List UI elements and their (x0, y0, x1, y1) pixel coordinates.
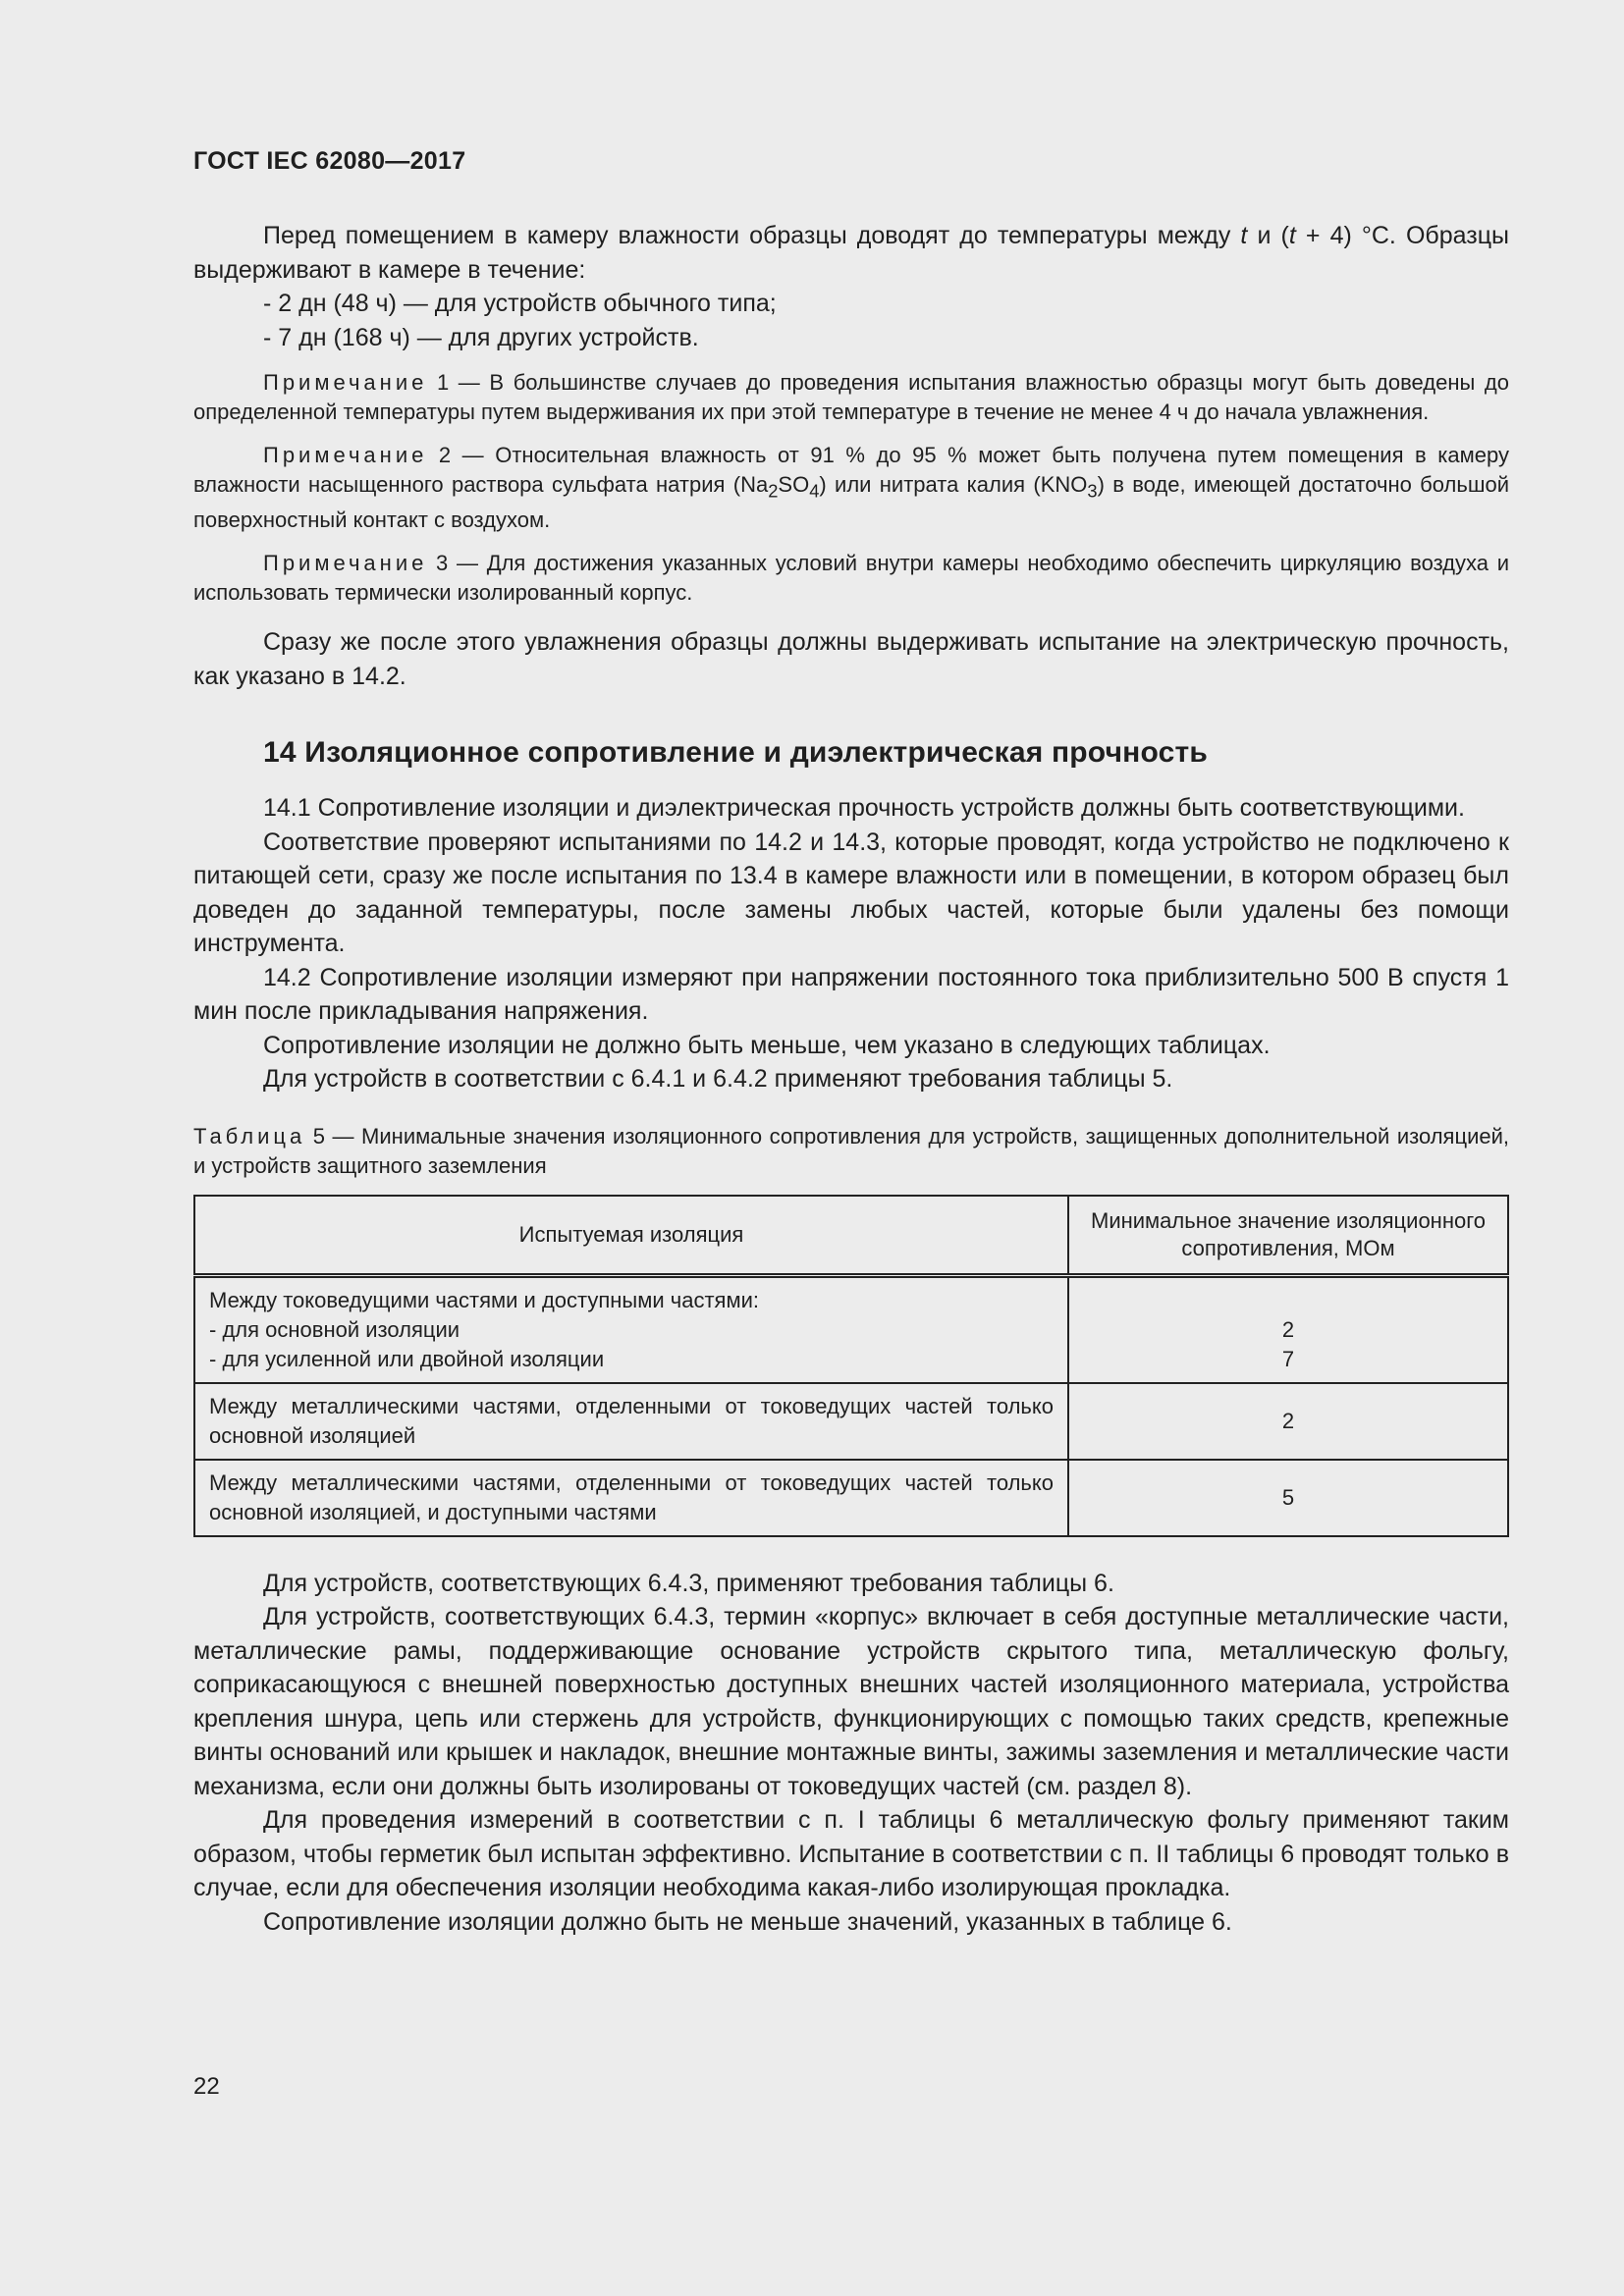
table-cell: 5 (1068, 1460, 1508, 1536)
table-row (194, 1383, 1508, 1460)
paragraph-after-humidity: Сразу же после этого увлажнения образцы должны выдерживать испытание на электрическую прочность, как указано в 14.2. (193, 628, 1509, 690)
paragraph-compliance: Соответствие проверяют испытаниями по 14.2 и 14.3, которые проводят, когда устройство не подключено к питающей сети, сразу же после испытания по 13.4 в камере влажности или в помещении, в котором образец был доведен до заданной температуры, после замены любых частей, которые были удалены без помощи инструмента. (193, 828, 1509, 958)
table-cell: 2 7 (1068, 1275, 1508, 1383)
table-cell: 2 (1068, 1383, 1508, 1460)
table-caption: Таблица 5 — Минимальные значения изоляционного сопротивления для устройств, защищенных дополнительной изоляцией, и устройств защитного заземления (193, 1123, 1509, 1178)
paragraph-14-2: 14.2 Сопротивление изоляции измеряют при напряжении постоянного тока приблизительно 500 В спустя 1 мин после прикладывания напряжения. (193, 963, 1509, 1026)
paragraph-min-resistance: Сопротивление изоляции не должно быть меньше, чем указано в следующих таблицах. (263, 1031, 1271, 1059)
paragraph-humidity-intro: Перед помещением в камеру влажности образцы доводят до температуры между t и (t + 4) °С. Образцы выдерживают в камере в течение: (193, 222, 1510, 284)
list-item: - 7 дн (168 ч) — для других устройств. (263, 323, 699, 351)
paragraph-resistance-table6: Сопротивление изоляции должно быть не меньше значений, указанных в таблице 6. (263, 1907, 1232, 1936)
note-2: Примечание 2 — Относительная влажность от 91 % до 95 % может быть получена путем помещения в камеру влажности насыщенного раствора сульфата натрия $(Na_2SO_4)$ или нитрата калия $(KNO_3)$ в воде, имеющей достаточно большой поверхностный контакт с воздухом. (193, 443, 1509, 533)
list-item: - 2 дн (48 ч) — для устройств обычного типа; (263, 290, 777, 317)
paragraph-measurements: Для проведения измерений в соответствии с п. I таблицы 6 металлическую фольгу применяют таким образом, чтобы герметик был испытан эффективно. Испытание в соответствии с п. II таблицы 6 проводят только в случае, если для обеспечения изоляции необходима какая-либо изолирующая прокладка. (193, 1806, 1509, 1902)
table-header-cell: Испытуемая изоляция (194, 1196, 1068, 1276)
paragraph-table6-ref: Для устройств, соответствующих 6.4.3, применяют требования таблицы 6. (263, 1569, 1114, 1597)
table-header-cell: Минимальное значение изоляционного сопротивления, МОм (1068, 1196, 1508, 1276)
page-number: 22 (193, 2073, 220, 2100)
paragraph-table5-ref: Для устройств в соответствии с 6.4.1 и 6.4.2 применяют требования таблицы 5. (263, 1065, 1173, 1094)
paragraph-enclosure-term: Для устройств, соответствующих 6.4.3, термин «корпус» включает в себя доступные металлические части, металлические рамы, поддерживающие основание устройств скрытого типа, металлическую фольгу, соприкасающуюся с внешней поверхностью доступных внешних частей изоляционного материала, устройства крепления шнура, цепь или стержень для устройств, функционирующих с помощью таких средств, крепежные винты оснований или крышек и накладок, внешние монтажные винты, зажимы заземления и металлические части механизма, если они должны быть изолированы от токоведущих частей (см. раздел 8). (193, 1603, 1509, 1800)
paragraph-14-1: 14.1 Сопротивление изоляции и диэлектрическая прочность устройств должны быть соответствующими. (263, 794, 1465, 823)
document-header: ГОСТ IEC 62080—2017 (193, 147, 466, 175)
table-cell: Между металлическими частями, отделенными от токоведущих частей только основной изоляцией (194, 1383, 1068, 1460)
table-cell: Между токоведущими частями и доступными частями: - для основной изоляции - для усиленной или двойной изоляции (194, 1275, 1068, 1383)
document-page (193, 147, 1509, 1939)
table-header-row (194, 1196, 1508, 1276)
note-3: Примечание 3 — Для достижения указанных условий внутри камеры необходимо обеспечить циркуляцию воздуха и использовать термически изолированный корпус. (193, 551, 1509, 606)
note-1: Примечание 1 — В большинстве случаев до проведения испытания влажностью образцы могут быть доведены до определенной температуры путем выдерживания их при этой температуре в течение не менее 4 ч до начала увлажнения. (193, 370, 1509, 424)
table-row (194, 1275, 1508, 1383)
table-5 (193, 1195, 1509, 1537)
section-title: 14 Изоляционное сопротивление и диэлектрическая прочность (263, 736, 1209, 770)
table-cell: Между металлическими частями, отделенными от токоведущих частей только основной изоляцией, и доступными частями (194, 1460, 1068, 1536)
table-row (194, 1460, 1508, 1536)
